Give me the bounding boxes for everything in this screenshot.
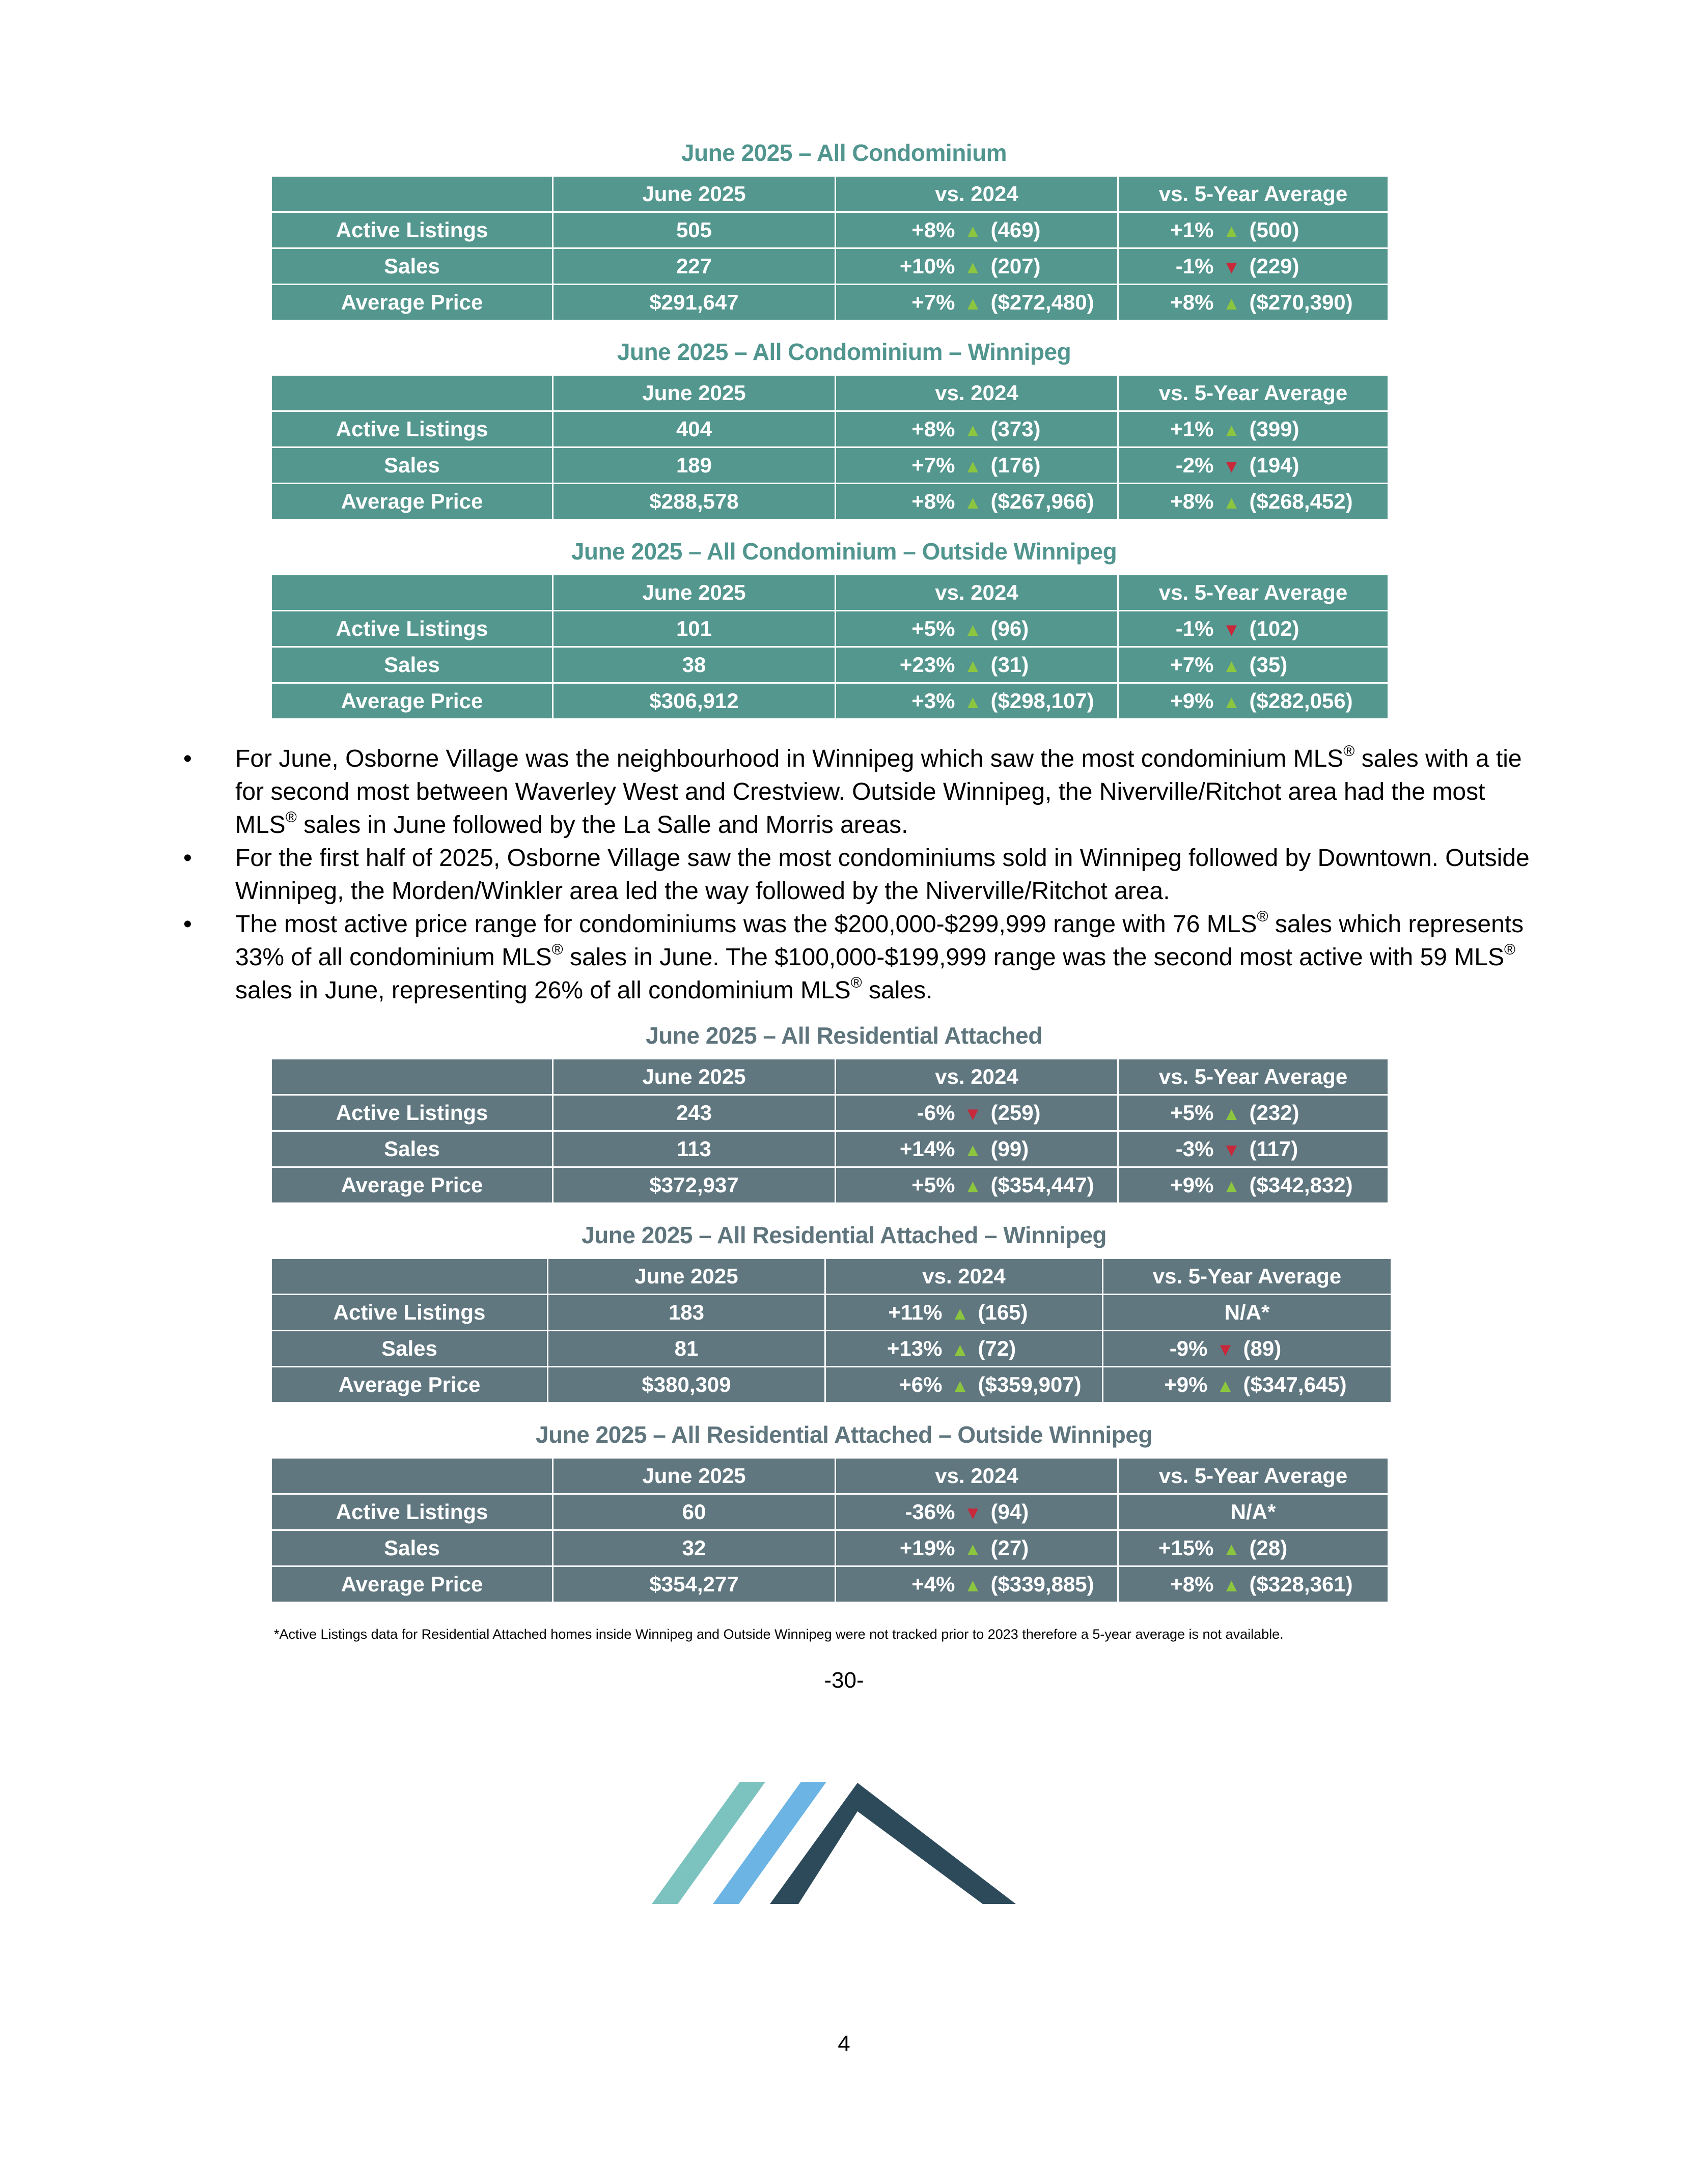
row-label: Sales [271,248,553,285]
comparison-figure: ($270,390) [1249,290,1353,314]
table-row-average-price [271,1566,1389,1603]
column-header: vs. 2024 [836,1458,1118,1494]
current-value: 32 [553,1530,836,1566]
bullet-text: The most active price range for condominiums was the $200,000-$299,999 range with 76 MLS [235,911,1257,938]
section-page-marker: -30- [824,1668,864,1693]
comparison-value [1135,617,1372,641]
table-row-active-listings [271,1295,1392,1331]
row-label: Sales [271,1530,553,1566]
row-label: Active Listings [271,411,553,447]
arrow-up-icon: ▲ [963,1538,982,1559]
percent-change: +1% [1170,218,1214,242]
column-header: vs. 5-Year Average [1118,375,1389,411]
comparison-value [856,417,1098,441]
comparison-figure: (89) [1243,1336,1282,1360]
current-value: 243 [553,1095,836,1131]
comparison-figure: (176) [990,453,1041,477]
comparison-figure: (399) [1249,417,1299,441]
arrow-down-icon: ▼ [1222,1139,1241,1160]
comparison-figure: (27) [990,1536,1029,1560]
comparison-value [843,1373,1085,1397]
row-label: Sales [271,1331,548,1367]
current-value: 227 [553,248,836,285]
percent-change: -9% [1169,1336,1208,1360]
percent-change: -1% [1175,617,1214,640]
stats-table-june-2025-all-condominium-winnipeg [270,374,1389,520]
logo-icon [652,1782,1023,1919]
arrow-up-icon: ▲ [963,419,982,440]
arrow-up-icon: ▲ [1222,1538,1241,1559]
table-row-sales [271,447,1389,484]
percent-change: +9% [1170,689,1214,713]
column-header [271,1059,553,1095]
table-title: June 2025 – All Condominium [681,139,1007,166]
percent-change: +23% [899,653,955,677]
column-header: June 2025 [553,375,836,411]
vs-5-year-average-cell [1118,683,1389,719]
bullet-icon: • [183,845,192,872]
bullet-item [183,742,1538,842]
vs-5-year-average-cell [1118,611,1389,647]
table-row-average-price [271,285,1389,321]
current-value: 183 [548,1295,825,1331]
arrow-up-icon: ▲ [963,220,982,241]
column-header: June 2025 [553,176,836,212]
vs-2024-cell [836,1494,1118,1530]
column-header: vs. 2024 [836,375,1118,411]
current-value: $288,578 [553,484,836,520]
row-label: Active Listings [271,1494,553,1530]
comparison-figure: (232) [1249,1101,1299,1125]
arrow-up-icon: ▲ [963,655,982,676]
percent-change: +5% [911,617,955,640]
comparison-figure: (373) [990,417,1041,441]
percent-change: +8% [1170,489,1214,513]
bullet-list [183,742,1538,1007]
column-header [271,176,553,212]
comparison-value [1135,689,1372,713]
comparison-figure: (96) [990,617,1029,640]
bullet-text: sales in June followed by the La Salle and Morris areas. [296,811,908,838]
table-row-active-listings [271,411,1389,447]
arrow-up-icon: ▲ [963,619,982,640]
current-value: $372,937 [553,1167,836,1203]
table-title: June 2025 – All Condominium – Winnipeg [617,339,1071,365]
row-label: Average Price [271,285,553,321]
vs-2024-cell [836,248,1118,285]
comparison-figure: (35) [1249,653,1288,677]
arrow-up-icon: ▲ [963,1139,982,1160]
percent-change: +7% [1170,653,1214,677]
vs-5-year-average-cell [1118,484,1389,520]
percent-change: +13% [887,1336,943,1360]
column-header: vs. 5-Year Average [1118,176,1389,212]
comparison-value [856,653,1098,677]
percent-change: -1% [1175,254,1214,278]
vs-5-year-average-cell [1103,1295,1392,1331]
table-header-row [271,1059,1389,1095]
column-header: vs. 2024 [836,176,1118,212]
percent-change: -6% [917,1101,955,1125]
table-row-active-listings [271,611,1389,647]
arrow-up-icon: ▲ [963,1175,982,1196]
column-header [271,1258,548,1295]
current-value: 189 [553,447,836,484]
comparison-figure: ($339,885) [990,1572,1094,1596]
percent-change: +3% [911,689,955,713]
bullet-icon: • [183,911,192,938]
table-row-sales [271,248,1389,285]
column-header: vs. 5-Year Average [1118,575,1389,611]
vs-2024-cell [836,1530,1118,1566]
percent-change: +8% [1170,1572,1214,1596]
percent-change: -3% [1175,1137,1214,1161]
comparison-value [856,689,1098,713]
current-value: 101 [553,611,836,647]
current-value: 113 [553,1131,836,1167]
bullet-text: sales. [862,977,933,1004]
bullet-text: For the first half of 2025, Osborne Village saw the most condominiums sold in Winnipeg followed by Downtown. Outside Winnipeg, the Morden/Winkler area led the way followed by the Niverville/Ritchot area. [235,845,1530,905]
vs-5-year-average-cell [1118,1131,1389,1167]
row-label: Active Listings [271,1095,553,1131]
bullet-text: sales with a tie for second most between Waverley West and Crestview. Outside Winnipeg, the Niverville/Ritchot area had the most MLS [235,745,1522,838]
comparison-figure: ($354,447) [990,1173,1094,1197]
comparison-value [1129,1373,1366,1397]
vs-2024-cell [825,1367,1103,1403]
comparison-figure: (165) [978,1300,1028,1324]
vs-2024-cell [836,647,1118,683]
percent-change: +6% [899,1373,943,1396]
vs-5-year-average-cell [1118,447,1389,484]
comparison-figure: (500) [1249,218,1299,242]
arrow-up-icon: ▲ [1222,1575,1241,1595]
comparison-figure: (28) [1249,1536,1288,1560]
percent-change: +5% [911,1173,955,1197]
table-header-row [271,575,1389,611]
arrow-down-icon: ▼ [1222,257,1241,277]
comparison-value [1135,489,1372,514]
comparison-value [843,1336,1085,1361]
stats-table-june-2025-all-condominium-outside-winnipeg [270,574,1389,720]
vs-5-year-average-cell [1118,248,1389,285]
vs-2024-cell [836,285,1118,321]
current-value: 404 [553,411,836,447]
row-label: Average Price [271,1167,553,1203]
column-header [271,1458,553,1494]
vs-2024-cell [836,683,1118,719]
comparison-value [856,453,1098,478]
comparison-value [1135,1137,1372,1161]
row-label: Average Price [271,1566,553,1603]
arrow-up-icon: ▲ [1222,220,1241,241]
table-row-average-price [271,484,1389,520]
row-label: Average Price [271,484,553,520]
current-value: $354,277 [553,1566,836,1603]
registered-mark: ® [1504,941,1516,958]
vs-2024-cell [825,1295,1103,1331]
comparison-figure: (31) [990,653,1029,677]
comparison-value [856,1572,1098,1597]
table-row-sales [271,647,1389,683]
vs-5-year-average-cell [1103,1367,1392,1403]
current-value: 81 [548,1331,825,1367]
comparison-figure: (102) [1249,617,1299,640]
row-label: Sales [271,1131,553,1167]
vs-5-year-average-cell [1118,212,1389,248]
arrow-down-icon: ▼ [1216,1339,1235,1360]
comparison-value [856,1137,1098,1161]
percent-change: -36% [905,1500,955,1524]
table-header-row [271,375,1389,411]
percent-change: -2% [1175,453,1214,477]
comparison-value [1135,1101,1372,1125]
comparison-figure: ($272,480) [990,290,1094,314]
bullet-item [183,842,1538,908]
vs-2024-cell [836,1566,1118,1603]
table-row-average-price [271,1367,1392,1403]
table-row-sales [271,1331,1392,1367]
comparison-figure: (117) [1249,1137,1298,1161]
page-number: 4 [838,2031,850,2056]
arrow-up-icon: ▲ [951,1375,970,1396]
comparison-figure: (229) [1249,254,1299,278]
comparison-figure: ($298,107) [990,689,1094,713]
arrow-up-icon: ▲ [1222,691,1241,712]
percent-change: +11% [888,1300,943,1324]
comparison-figure: ($347,645) [1243,1373,1347,1396]
arrow-up-icon: ▲ [1222,419,1241,440]
arrow-up-icon: ▲ [1222,492,1241,513]
row-label: Sales [271,647,553,683]
comparison-value [1135,218,1372,242]
arrow-up-icon: ▲ [963,492,982,513]
comparison-figure: ($282,056) [1249,689,1353,713]
table-row-active-listings [271,1494,1389,1530]
table-row-sales [271,1530,1389,1566]
comparison-value [1135,453,1372,478]
percent-change: +1% [1170,417,1214,441]
arrow-up-icon: ▲ [963,257,982,277]
registered-mark: ® [285,809,297,826]
comparison-value [856,1101,1098,1125]
comparison-figure: (259) [990,1101,1041,1125]
percent-change: +8% [1170,290,1214,314]
table-row-active-listings [271,1095,1389,1131]
vs-5-year-average-cell [1118,411,1389,447]
column-header [271,375,553,411]
comparison-value [1135,417,1372,441]
column-header: vs. 5-Year Average [1118,1458,1389,1494]
comparison-value [856,1500,1098,1524]
comparison-value [856,489,1098,514]
vs-2024-cell [836,411,1118,447]
row-label: Average Price [271,683,553,719]
column-header [271,575,553,611]
vs-5-year-average-cell [1118,1494,1389,1530]
arrow-up-icon: ▲ [951,1303,970,1324]
table-header-row [271,176,1389,212]
bullet-text: sales in June. The $100,000-$199,999 range was the second most active with 59 MLS [563,944,1505,971]
table-title: June 2025 – All Residential Attached – Outside Winnipeg [536,1421,1152,1448]
comparison-figure: (194) [1249,453,1299,477]
vs-5-year-average-cell [1118,285,1389,321]
vs-5-year-average-cell [1118,1095,1389,1131]
vs-2024-cell [836,1095,1118,1131]
column-header: vs. 2024 [825,1258,1103,1295]
value-text: N/A* [1230,1500,1276,1524]
comparison-figure: (207) [990,254,1041,278]
table-row-active-listings [271,212,1389,248]
column-header: vs. 5-Year Average [1118,1059,1389,1095]
comparison-value [1129,1336,1366,1361]
column-header: vs. 2024 [836,575,1118,611]
arrow-up-icon: ▲ [963,456,982,477]
percent-change: +5% [1170,1101,1214,1125]
percent-change: +10% [899,254,955,278]
comparison-figure: ($268,452) [1249,489,1353,513]
table-row-average-price [271,683,1389,719]
arrow-up-icon: ▲ [1222,1103,1241,1124]
vs-2024-cell [836,447,1118,484]
table-title: June 2025 – All Condominium – Outside Winnipeg [571,538,1117,565]
vs-5-year-average-cell [1118,1530,1389,1566]
arrow-down-icon: ▼ [1222,619,1241,640]
comparison-figure: ($342,832) [1249,1173,1353,1197]
vs-5-year-average-cell [1103,1331,1392,1367]
comparison-value [1135,290,1372,315]
percent-change: +8% [911,417,955,441]
registered-mark: ® [551,941,563,958]
comparison-value [856,1536,1098,1560]
comparison-value [1135,653,1372,677]
current-value: 60 [553,1494,836,1530]
row-label: Active Listings [271,1295,548,1331]
comparison-figure: ($328,361) [1249,1572,1353,1596]
comparison-value [1135,254,1372,278]
row-label: Average Price [271,1367,548,1403]
vs-2024-cell [836,212,1118,248]
arrow-up-icon: ▲ [1222,293,1241,314]
vs-5-year-average-cell [1118,1167,1389,1203]
stats-table-june-2025-all-condominium [270,175,1389,321]
bullet-item [183,908,1538,1007]
comparison-value [1135,1536,1372,1560]
percent-change: +15% [1158,1536,1214,1560]
footnote: *Active Listings data for Residential Attached homes inside Winnipeg and Outside Winnipeg were not tracked prior to 2023 therefore a 5-year average is not available. [274,1627,1284,1642]
table-title: June 2025 – All Residential Attached – Winnipeg [582,1222,1106,1248]
comparison-figure: (94) [990,1500,1029,1524]
arrow-up-icon: ▲ [963,1575,982,1595]
arrow-up-icon: ▲ [963,691,982,712]
percent-change: +8% [911,218,955,242]
stats-table-june-2025-all-residential-attached-winnipeg [270,1257,1392,1404]
bullet-text: sales in June, representing 26% of all condominium MLS [235,977,851,1004]
column-header: June 2025 [548,1258,825,1295]
arrow-down-icon: ▼ [1222,456,1241,477]
column-header: vs. 2024 [836,1059,1118,1095]
percent-change: +14% [899,1137,955,1161]
percent-change: +7% [911,290,955,314]
vs-2024-cell [836,484,1118,520]
column-header: June 2025 [553,1458,836,1494]
percent-change: +8% [911,489,955,513]
stats-table-june-2025-all-residential-attached [270,1058,1389,1204]
percent-change: +9% [1170,1173,1214,1197]
row-label: Active Listings [271,212,553,248]
comparison-value [1135,1572,1372,1597]
comparison-value [856,290,1098,315]
bullet-icon: • [183,745,192,772]
vs-2024-cell [836,1167,1118,1203]
percent-change: +19% [899,1536,955,1560]
arrow-up-icon: ▲ [1222,655,1241,676]
bullet-text: sales which represents 33% of all condominium MLS [235,911,1524,971]
percent-change: +4% [911,1572,955,1596]
comparison-value [1135,1173,1372,1197]
comparison-figure: ($267,966) [990,489,1094,513]
percent-change: +7% [911,453,955,477]
column-header: June 2025 [553,575,836,611]
table-row-sales [271,1131,1389,1167]
value-text: N/A* [1224,1300,1270,1324]
vs-5-year-average-cell [1118,1566,1389,1603]
vs-2024-cell [836,1131,1118,1167]
comparison-value [856,218,1098,242]
comparison-figure: ($359,907) [978,1373,1082,1396]
column-header: June 2025 [553,1059,836,1095]
current-value: 505 [553,212,836,248]
comparison-value [843,1300,1085,1325]
row-label: Sales [271,447,553,484]
arrow-up-icon: ▲ [1216,1375,1235,1396]
comparison-value [856,617,1098,641]
arrow-up-icon: ▲ [963,293,982,314]
current-value: $380,309 [548,1367,825,1403]
percent-change: +9% [1164,1373,1208,1396]
current-value: $306,912 [553,683,836,719]
registered-mark: ® [850,974,862,991]
arrow-up-icon: ▲ [1222,1175,1241,1196]
arrow-up-icon: ▲ [951,1339,970,1360]
vs-2024-cell [825,1331,1103,1367]
arrow-down-icon: ▼ [963,1502,982,1523]
comparison-value [856,254,1098,278]
registered-mark: ® [1257,908,1268,925]
comparison-figure: (99) [990,1137,1029,1161]
comparison-figure: (469) [990,218,1041,242]
row-label: Active Listings [271,611,553,647]
column-header: vs. 5-Year Average [1103,1258,1392,1295]
table-row-average-price [271,1167,1389,1203]
registered-mark: ® [1343,743,1355,760]
current-value: $291,647 [553,285,836,321]
comparison-value [856,1173,1098,1197]
vs-5-year-average-cell [1118,647,1389,683]
table-header-row [271,1258,1392,1295]
current-value: 38 [553,647,836,683]
stats-table-june-2025-all-residential-attached-outside-winnipeg [270,1457,1389,1603]
bullet-text: For June, Osborne Village was the neighbourhood in Winnipeg which saw the most condominium MLS [235,745,1344,772]
comparison-figure: (72) [978,1336,1016,1360]
table-header-row [271,1458,1389,1494]
table-title: June 2025 – All Residential Attached [646,1022,1042,1049]
arrow-down-icon: ▼ [963,1103,982,1124]
vs-2024-cell [836,611,1118,647]
